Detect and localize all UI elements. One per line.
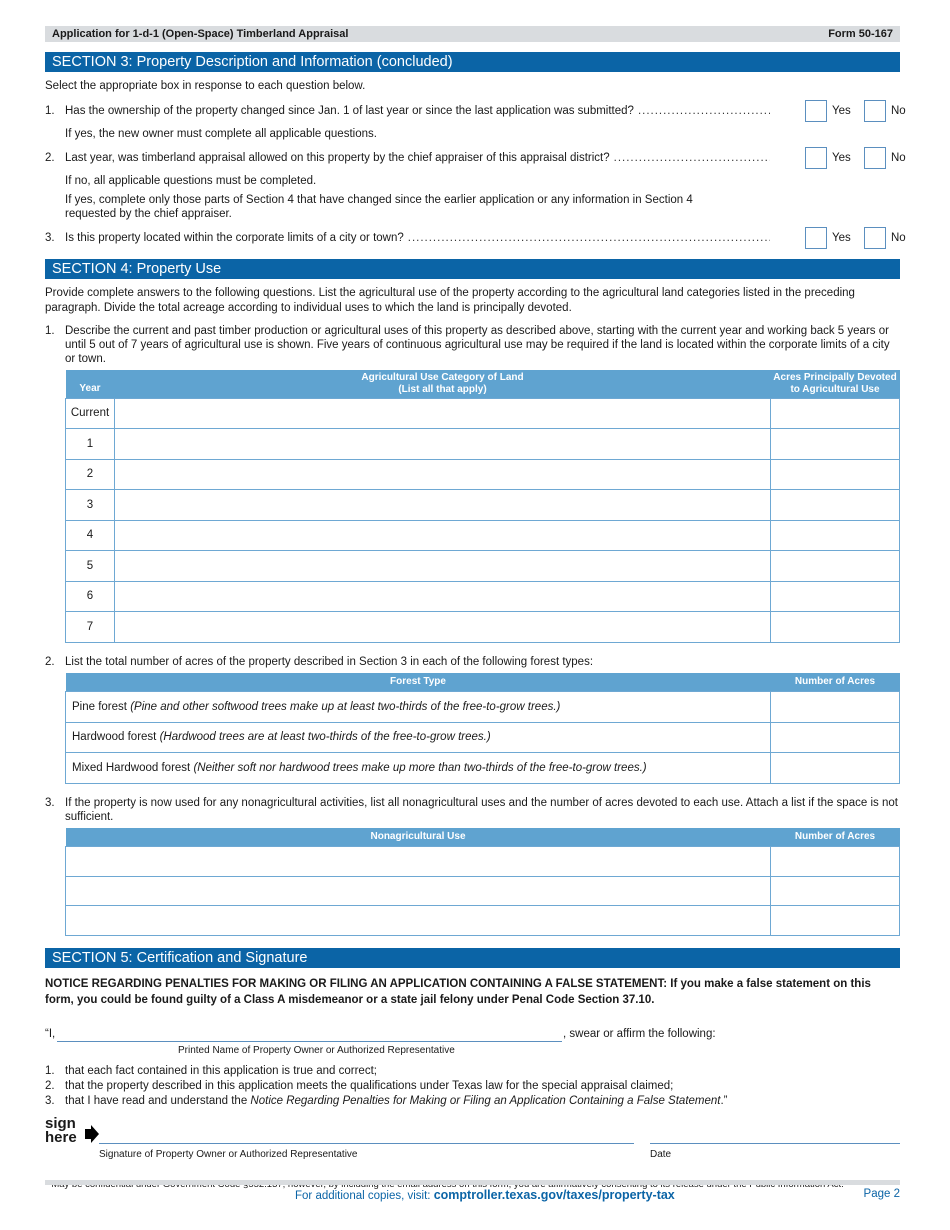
nonagricultural-use-table <box>65 828 900 936</box>
question-2-note-2: If yes, complete only those parts of Section 4 that have changed since the earlier application or any information in Section 4 requested by the chief appraiser. <box>65 194 693 220</box>
acres-field[interactable] <box>771 398 900 429</box>
agricultural-use-category-field[interactable] <box>115 612 771 643</box>
list-item: 3. that I have read and understand the Notice Regarding Penalties for Making or Filing an Application Containing a False Statement.” <box>45 1094 728 1107</box>
no-checkbox[interactable] <box>864 227 886 249</box>
printed-name-caption: Printed Name of Property Owner or Authorized Representative <box>178 1044 455 1056</box>
nonagricultural-use-field[interactable] <box>66 847 771 877</box>
acres-field[interactable] <box>771 906 900 936</box>
year-cell: Current <box>66 398 115 429</box>
yes-no-group <box>770 100 906 122</box>
footer-lead: For additional copies, visit: <box>295 1190 434 1202</box>
year-cell: 4 <box>66 520 115 551</box>
yes-checkbox[interactable] <box>805 100 827 122</box>
table-row <box>66 551 900 582</box>
question-text: Has the ownership of the property changed since Jan. 1 of last year or since the last application was submitted? <box>65 105 634 117</box>
nonagricultural-use-field[interactable] <box>66 876 771 906</box>
agricultural-use-category-field[interactable] <box>115 459 771 490</box>
yes-checkbox[interactable] <box>805 227 827 249</box>
acres-field[interactable] <box>771 692 900 723</box>
form-number: Form 50-167 <box>828 28 893 40</box>
agricultural-use-category-field[interactable] <box>115 520 771 551</box>
footer-link[interactable]: comptroller.texas.gov/taxes/property-tax <box>433 1188 675 1202</box>
forest-type-cell: Mixed Hardwood forest (Neither soft nor hardwood trees make up more than two-thirds of the free-to-grow trees.) <box>66 753 771 784</box>
section-3-intro: Select the appropriate box in response to each question below. <box>45 80 366 92</box>
signature-area <box>45 1114 900 1177</box>
column-header-category: Agricultural Use Category of Land (List all that apply) <box>115 370 771 398</box>
penalty-notice: NOTICE REGARDING PENALTIES FOR MAKING OR FILING AN APPLICATION CONTAINING A FALSE STATEMENT: If you make a false statement on this form, you could be found guilty of a Class A misdemeanor or a state jail felony under Penal Code Section 37.10. <box>45 977 871 1006</box>
question-1 <box>45 100 906 122</box>
column-header-year: Year <box>66 370 115 398</box>
sign-here-marker: sign here <box>45 1114 77 1146</box>
section-3-heading: SECTION 3: Property Description and Information (concluded) <box>45 52 900 72</box>
table-row <box>66 876 900 906</box>
signature-caption: Signature of Property Owner or Authorized Representative <box>99 1148 358 1160</box>
question-text: Is this property located within the corporate limits of a city or town? <box>65 232 404 244</box>
printed-name-field[interactable] <box>57 1041 562 1042</box>
yes-label: Yes <box>832 232 851 244</box>
table-row <box>66 429 900 460</box>
table-row <box>66 520 900 551</box>
table-row <box>66 753 900 784</box>
no-label: No <box>891 152 906 164</box>
section-4-question-1: 1. Describe the current and past timber production or agricultural uses of this property as described above, starting with the current year and working back 5 years or until 5 out of 7 years of agricultural use is shown. Five years of continuous agricultural use may be required if the land is located within the corporate limits of a city or town. <box>45 325 890 365</box>
section-4-heading: SECTION 4: Property Use <box>45 259 900 279</box>
question-text: Last year, was timberland appraisal allowed on this property by the chief appraiser of this appraisal district? <box>65 152 610 164</box>
date-caption: Date <box>650 1148 672 1160</box>
question-number: 2. <box>45 152 55 164</box>
acres-field[interactable] <box>771 581 900 612</box>
acres-field[interactable] <box>771 847 900 877</box>
acres-field[interactable] <box>771 429 900 460</box>
section-4-question-2: 2. List the total number of acres of the property described in Section 3 in each of the following forest types: <box>45 655 594 668</box>
no-checkbox[interactable] <box>864 147 886 169</box>
page-number: Page 2 <box>863 1188 900 1200</box>
section-4-intro: Provide complete answers to the following questions. List the agricultural use of the property according to the agricultural land categories listed in the preceding paragraph. Divide the total acreage according to individual uses to which the land is principally devoted. <box>45 287 855 314</box>
year-cell: 3 <box>66 490 115 521</box>
agricultural-use-category-field[interactable] <box>115 551 771 582</box>
question-2-note-1: If no, all applicable questions must be completed. <box>65 175 317 187</box>
table-row <box>66 459 900 490</box>
column-header-number-of-acres: Number of Acres <box>771 828 900 847</box>
question-2 <box>45 147 906 169</box>
yes-checkbox[interactable] <box>805 147 827 169</box>
agricultural-use-category-field[interactable] <box>115 429 771 460</box>
no-checkbox[interactable] <box>864 100 886 122</box>
nonagricultural-use-field[interactable] <box>66 906 771 936</box>
table-row <box>66 490 900 521</box>
column-header-number-of-acres: Number of Acres <box>771 673 900 692</box>
table-row <box>66 722 900 753</box>
section-4-question-3: 3. If the property is now used for any nonagricultural activities, list all nonagricultural uses and the number of acres devoted to each use. Attach a list if the space is not sufficient. <box>45 796 898 823</box>
table-row <box>66 398 900 429</box>
footer-rule <box>45 1180 900 1185</box>
column-header-nonagricultural-use: Nonagricultural Use <box>66 828 771 847</box>
yes-label: Yes <box>832 105 851 117</box>
acres-field[interactable] <box>771 490 900 521</box>
yes-label: Yes <box>832 152 851 164</box>
forest-type-table <box>65 673 900 784</box>
question-number: 3. <box>45 232 55 244</box>
agricultural-use-category-field[interactable] <box>115 398 771 429</box>
column-header-forest-type: Forest Type <box>66 673 771 692</box>
year-cell: 1 <box>66 429 115 460</box>
agricultural-use-table <box>65 370 900 643</box>
year-cell: 5 <box>66 551 115 582</box>
acres-field[interactable] <box>771 612 900 643</box>
list-item: 2. that the property described in this application meets the qualifications under Texas law for the special appraisal claimed; <box>45 1079 674 1092</box>
yes-no-group <box>770 227 906 249</box>
acres-field[interactable] <box>771 459 900 490</box>
question-3 <box>45 227 906 249</box>
table-row <box>66 847 900 877</box>
certification-list <box>45 1064 900 1109</box>
signature-field[interactable] <box>99 1143 634 1144</box>
question-1-note: If yes, the new owner must complete all applicable questions. <box>65 128 377 140</box>
year-cell: 6 <box>66 581 115 612</box>
table-row <box>66 581 900 612</box>
acres-field[interactable] <box>771 520 900 551</box>
form-page <box>45 26 906 1190</box>
arrow-right-icon <box>85 1125 99 1143</box>
form-title: Application for 1-d-1 (Open-Space) Timberland Appraisal <box>52 28 349 40</box>
acres-field[interactable] <box>771 551 900 582</box>
list-item: 1. that each fact contained in this application is true and correct; <box>45 1064 377 1077</box>
table-row <box>66 692 900 723</box>
forest-type-cell: Hardwood forest (Hardwood trees are at least two-thirds of the free-to-grow trees.) <box>66 722 771 753</box>
agricultural-use-category-field[interactable] <box>115 490 771 521</box>
forest-type-cell: Pine forest (Pine and other softwood trees make up at least two-thirds of the free-to-grow trees.) <box>66 692 771 723</box>
agricultural-use-category-field[interactable] <box>115 581 771 612</box>
acres-field[interactable] <box>771 876 900 906</box>
year-cell: 7 <box>66 612 115 643</box>
section-5-heading: SECTION 5: Certification and Signature <box>45 948 900 968</box>
table-row <box>66 906 900 936</box>
no-label: No <box>891 105 906 117</box>
column-header-acres: Acres Principally Devoted to Agricultural Use <box>771 370 900 398</box>
acres-field[interactable] <box>771 753 900 784</box>
date-field[interactable] <box>650 1143 900 1144</box>
form-header-bar <box>45 26 900 42</box>
swear-statement: “I, , swear or affirm the following: Printed Name of Property Owner or Authorized Representative <box>45 1027 716 1056</box>
table-row <box>66 612 900 643</box>
year-cell: 2 <box>66 459 115 490</box>
yes-no-group <box>770 147 906 169</box>
question-number: 1. <box>45 105 55 117</box>
acres-field[interactable] <box>771 722 900 753</box>
no-label: No <box>891 232 906 244</box>
